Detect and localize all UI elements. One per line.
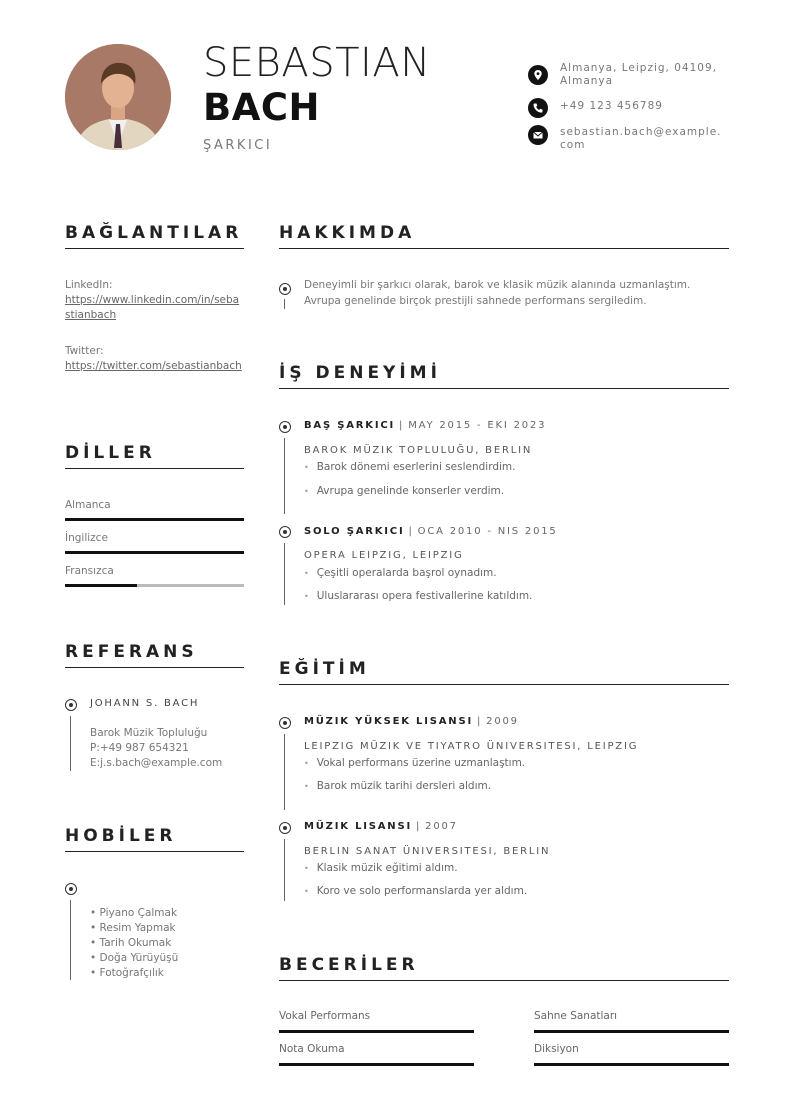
hobby-item: • Piyano Çalmak	[90, 907, 178, 919]
language-name: İngilizce	[65, 532, 108, 544]
envelope-icon	[528, 125, 548, 145]
language-name: Almanca	[65, 499, 111, 511]
hobby-item: • Fotoğrafçılık	[90, 967, 164, 979]
links-item	[65, 278, 244, 323]
links-section-title: BAĞLANTILAR	[65, 223, 243, 243]
experience-section-title: İŞ DENEYİMİ	[279, 363, 441, 383]
job-bullet: • Avrupa genelinde konserler verdim.	[304, 485, 504, 497]
profile-photo	[65, 44, 171, 150]
section-divider	[65, 248, 244, 249]
skill-bar	[534, 1063, 729, 1066]
section-divider	[279, 248, 729, 249]
job-bullet: • Çeşitli operalarda başrol oynadım.	[304, 567, 497, 579]
job-header: BAŞ ŞARKICI | MAY 2015 - EKI 2023	[304, 420, 547, 431]
job-title: ŞARKICI	[203, 138, 273, 153]
reference-org: Barok Müzik Topluluğu	[90, 727, 208, 739]
phone-icon	[528, 98, 548, 118]
link-label: LinkedIn:	[65, 279, 113, 291]
contact-phone: +49 123 456789	[560, 100, 663, 112]
timeline-marker-icon	[279, 822, 291, 834]
education-bullet: • Vokal performans üzerine uzmanlaştım.	[304, 757, 525, 769]
job-bullet: • Barok dönemi eserlerini seslendirdim.	[304, 461, 516, 473]
skill-bar	[279, 1063, 474, 1066]
education-section-title: EĞİTİM	[279, 659, 370, 679]
section-divider	[279, 684, 729, 685]
timeline-marker-icon	[279, 717, 291, 729]
reference-name: JOHANN S. BACH	[90, 698, 200, 709]
skill-label: Vokal Performans	[279, 1010, 371, 1022]
timeline-marker-icon	[65, 699, 77, 711]
hobby-item: • Tarih Okumak	[90, 937, 172, 949]
hobby-item: • Resim Yapmak	[90, 922, 176, 934]
contact-address: Almanya, Leipzig, 04109, Almanya	[560, 62, 717, 87]
timeline-line	[284, 543, 285, 605]
profile-photo-illustration	[65, 44, 171, 150]
timeline-line	[284, 734, 285, 810]
section-divider	[279, 388, 729, 389]
skill-bar	[534, 1030, 729, 1033]
timeline-line	[70, 900, 71, 980]
location-pin-icon	[528, 65, 548, 85]
timeline-marker-icon	[279, 526, 291, 538]
timeline-line	[284, 299, 285, 309]
about-text: Avrupa genelinde birçok prestijli sahnede performans sergiledim.	[304, 295, 647, 307]
language-level-bar	[65, 584, 137, 587]
section-divider	[65, 851, 244, 852]
timeline-line	[70, 716, 71, 771]
education-header: MÜZIK LISANSI | 2007	[304, 821, 458, 832]
reference-phone: P:+49 987 654321	[90, 742, 189, 754]
education-bullet: • Koro ve solo performanslarda yer aldım.	[304, 885, 527, 897]
skill-bar	[279, 1030, 474, 1033]
skill-label: Nota Okuma	[279, 1043, 345, 1055]
language-name: Fransızca	[65, 565, 114, 577]
timeline-line	[284, 839, 285, 901]
hobby-item: • Doğa Yürüyüşü	[90, 952, 179, 964]
timeline-marker-icon	[279, 421, 291, 433]
education-school: LEIPZIG MÜZIK VE TIYATRO ÜNIVERSITESI, LEIPZIG	[304, 741, 639, 752]
education-header: MÜZIK YÜKSEK LISANSI | 2009	[304, 716, 519, 727]
first-name: SEBASTIAN	[203, 40, 431, 86]
links-item	[65, 344, 244, 374]
linkedin-link[interactable]: https://www.linkedin.com/in/sebastianbach	[65, 294, 240, 321]
reference-email: E:j.s.bach@example.com	[90, 757, 223, 769]
contact-email: sebastian.bach@example.com	[560, 126, 722, 151]
education-bullet: • Klasik müzik eğitimi aldım.	[304, 862, 458, 874]
job-org: OPERA LEIPZIG, LEIPZIG	[304, 550, 464, 561]
education-school: BERLIN SANAT ÜNIVERSITESI, BERLIN	[304, 846, 551, 857]
hobbies-section-title: HOBİLER	[65, 826, 177, 846]
section-divider	[279, 980, 729, 981]
last-name: BACH	[203, 86, 320, 129]
skill-label: Diksiyon	[534, 1043, 579, 1055]
section-divider	[65, 667, 244, 668]
language-level-bar	[65, 551, 244, 554]
timeline-marker-icon	[279, 283, 291, 295]
section-divider	[65, 468, 244, 469]
about-section-title: HAKKIMDA	[279, 223, 416, 243]
job-bullet: • Uluslararası opera festivallerine katıldım.	[304, 590, 532, 602]
languages-section-title: DİLLER	[65, 443, 156, 463]
job-org: BAROK MÜZIK TOPLULUĞU, BERLIN	[304, 445, 533, 456]
timeline-line	[284, 438, 285, 514]
about-text: Deneyimli bir şarkıcı olarak, barok ve klasik müzik alanında uzmanlaştım.	[304, 279, 691, 291]
references-section-title: REFERANS	[65, 642, 198, 662]
job-header: SOLO ŞARKICI | OCA 2010 - NIS 2015	[304, 526, 558, 537]
twitter-link[interactable]: https://twitter.com/sebastianbach	[65, 360, 242, 372]
language-level-bar	[65, 518, 244, 521]
skill-label: Sahne Sanatları	[534, 1010, 618, 1022]
timeline-marker-icon	[65, 883, 77, 895]
skills-section-title: BECERİLER	[279, 955, 419, 975]
link-label: Twitter:	[65, 345, 104, 357]
education-bullet: • Barok müzik tarihi dersleri aldım.	[304, 780, 491, 792]
